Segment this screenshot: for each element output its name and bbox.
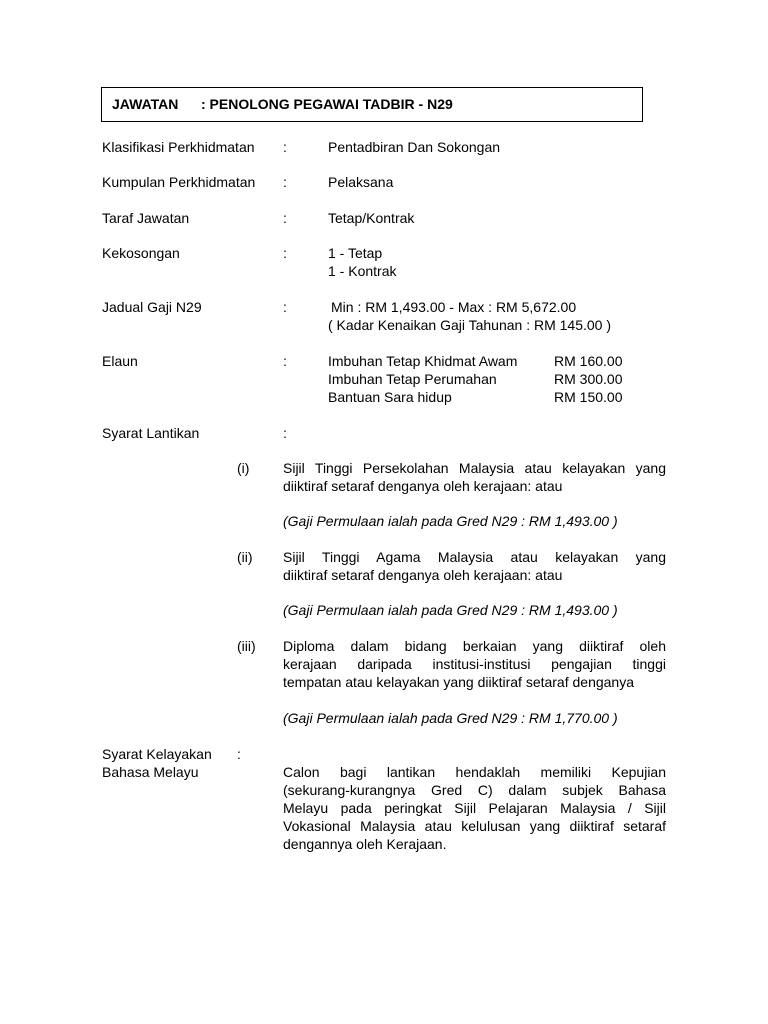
syarat-number: (ii): [237, 549, 253, 565]
syarat-line: Sijil Tinggi Agama Malaysia atau kelayakan yang: [283, 549, 666, 565]
elaun-colon: :: [283, 353, 287, 369]
syarat-line: diiktiraf setaraf denganya oleh kerajaan: atau: [283, 478, 563, 494]
syarat-item-text: [283, 637, 666, 691]
kelayakan-line: Calon bagi lantikan hendaklah memiliki Kepujian: [283, 764, 666, 780]
taraf-value: Tetap/Kontrak: [328, 210, 415, 226]
syarat-lantikan-label: Syarat Lantikan: [102, 425, 200, 441]
jadual-gaji-colon: :: [283, 299, 287, 315]
kelayakan-line: Melayu pada peringkat Sijil Pelajaran Malaysia / Sijil: [283, 800, 666, 816]
klasifikasi-label: Klasifikasi Perkhidmatan: [102, 139, 255, 155]
kekosongan-label: Kekosongan: [102, 245, 180, 261]
syarat-item-text: [283, 459, 666, 495]
kumpulan-colon: :: [283, 174, 287, 190]
syarat-kelayakan-label: Syarat Kelayakan: [102, 746, 212, 762]
syarat-number: (i): [237, 460, 250, 476]
jadual-gaji-kenaikan: ( Kadar Kenaikan Gaji Tahunan : RM 145.00 ): [328, 317, 612, 333]
syarat-kelayakan-colon: :: [237, 746, 241, 762]
kelayakan-line: dengannya oleh Kerajaan.: [283, 836, 447, 852]
syarat-line: Sijil Tinggi Persekolahan Malaysia atau kelayakan yang: [283, 460, 666, 476]
syarat-lantikan-colon: :: [283, 425, 287, 441]
syarat-line: Diploma dalam bidang berkaian yang diiktiraf oleh: [283, 638, 666, 654]
syarat-line: tempatan atau kelayakan yang diiktiraf setaraf denganya: [283, 674, 635, 690]
elaun-item-amount: RM 300.00: [554, 371, 623, 387]
gaji-permulaan-note: (Gaji Permulaan ialah pada Gred N29 : RM 1,493.00 ): [283, 513, 618, 529]
kekosongan-value-tetap: 1 - Tetap: [328, 245, 383, 261]
elaun-item-name: Imbuhan Tetap Perumahan: [328, 371, 497, 387]
klasifikasi-value: Pentadbiran Dan Sokongan: [328, 139, 501, 155]
syarat-item-text: [283, 548, 666, 584]
kelayakan-line: (sekurang-kurangnya Gred C) dalam subjek Bahasa: [283, 782, 666, 798]
kumpulan-label: Kumpulan Perkhidmatan: [102, 174, 256, 190]
gaji-permulaan-note: (Gaji Permulaan ialah pada Gred N29 : RM 1,770.00 ): [283, 710, 618, 726]
elaun-item-amount: RM 150.00: [554, 389, 623, 405]
syarat-line: diiktiraf setaraf denganya oleh kerajaan: atau: [283, 567, 563, 583]
job-title-box: [101, 87, 643, 122]
taraf-colon: :: [283, 210, 287, 226]
kelayakan-line: Vokasional Malaysia atau kelulusan yang diiktiraf setaraf: [283, 818, 666, 834]
elaun-item-name: Imbuhan Tetap Khidmat Awam: [328, 353, 518, 369]
syarat-number: (iii): [237, 638, 256, 654]
kumpulan-value: Pelaksana: [328, 174, 394, 190]
klasifikasi-colon: :: [283, 139, 287, 155]
elaun-label: Elaun: [102, 353, 138, 369]
elaun-item-amount: RM 160.00: [554, 353, 623, 369]
job-title-label: JAWATAN: [112, 96, 179, 112]
taraf-label: Taraf Jawatan: [102, 210, 190, 226]
jadual-gaji-label: Jadual Gaji N29: [102, 299, 202, 315]
bahasa-melayu-label: Bahasa Melayu: [102, 764, 199, 780]
kekosongan-colon: :: [283, 245, 287, 261]
syarat-kelayakan-text: [283, 763, 666, 853]
jadual-gaji-range: Min : RM 1,493.00 - Max : RM 5,672.00: [331, 299, 577, 315]
gaji-permulaan-note: (Gaji Permulaan ialah pada Gred N29 : RM 1,493.00 ): [283, 602, 618, 618]
elaun-item-name: Bantuan Sara hidup: [328, 389, 452, 405]
job-title-value: : PENOLONG PEGAWAI TADBIR - N29: [201, 96, 453, 112]
kekosongan-value-kontrak: 1 - Kontrak: [328, 263, 397, 279]
syarat-line: kerajaan daripada institusi-institusi pengajian tinggi: [283, 656, 666, 672]
